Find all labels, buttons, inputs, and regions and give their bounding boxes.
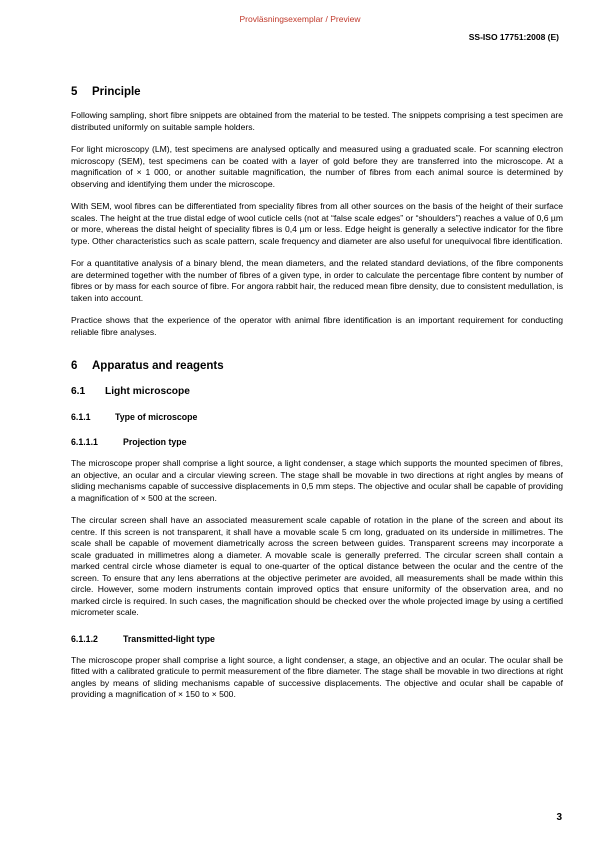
section-title: Light microscope xyxy=(105,386,190,397)
page-number: 3 xyxy=(556,812,562,823)
section-title: Type of microscope xyxy=(115,412,198,422)
paragraph: With SEM, wool fibres can be differentiated from speciality fibres from all other sources on the basis of the height of their surface scales. The height at the true distal edge of wool cuticle cells (not at “false scale edges” or “shoulders”) reaches a value of 0,6 µm or more, whereas the distal height of speciality fibres is 0,4 µm or less. Edge height is generally a selective indicator for the fibre type. Other characteristics such as scale pattern, scale frequency and diameter are also useful for unequivocal fibre identification. xyxy=(71,201,563,246)
section-heading-6-1-1-2 xyxy=(71,634,563,644)
section-heading-6-1 xyxy=(71,386,563,397)
paragraph: Practice shows that the experience of the operator with animal fibre identification is an important requirement for conducting reliable fibre analyses. xyxy=(71,315,563,337)
section-heading-6-1-1 xyxy=(71,412,563,422)
section-heading-6 xyxy=(71,360,563,372)
section-title: Projection type xyxy=(123,437,187,447)
section-number: 5 xyxy=(71,86,78,98)
paragraph: For a quantitative analysis of a binary blend, the mean diameters, and the related standard deviations, of the fibre components are determined together with the number of fibres of a given type, in order to calculate the percentage fibre content by number of fibres or by mass for each source of fibre. For angora rabbit hair, the reduced mean fibre density, due to consistent medullation, is taken into account. xyxy=(71,258,563,303)
page-content xyxy=(71,82,563,701)
section-number: 6.1.1.1 xyxy=(71,437,98,447)
section-number: 6.1.1.2 xyxy=(71,633,98,644)
section-number: 6.1 xyxy=(71,386,86,397)
paragraph: The microscope proper shall comprise a light source, a light condenser, a stage which supports the mounted specimen of fibres, an objective, an ocular and a circular viewing screen. The stage shall be movable in two directions at right angles by means of sliding mechanisms capable of successive displacements in 0,5 mm steps. The objective and ocular shall be capable of providing a magnification of × 500 at the screen. xyxy=(71,458,563,503)
document-id: SS-ISO 17751:2008 (E) xyxy=(468,32,559,42)
section-title: Principle xyxy=(92,86,141,98)
preview-watermark: Provläsningsexemplar / Preview xyxy=(239,14,361,24)
section-title: Transmitted-light type xyxy=(123,633,215,644)
section-heading-5 xyxy=(71,86,563,98)
paragraph: Following sampling, short fibre snippets are obtained from the material to be tested. The snippets comprising a test specimen are distributed uniformly on suitable sample holders. xyxy=(71,110,563,132)
section-number: 6 xyxy=(71,360,78,372)
section-number: 6.1.1 xyxy=(71,412,91,422)
section-heading-6-1-1-1 xyxy=(71,437,563,447)
paragraph: For light microscopy (LM), test specimens are analysed optically and measured using a graduated scale. For scanning electron microscopy (SEM), test specimens can be coated with a layer of gold before they are transferred into the microscope. At a magnification of × 1 000, or another suitable magnification, the number of fibres from each animal source is determined by observing and identifying them under the microscope. xyxy=(71,144,563,189)
paragraph: The circular screen shall have an associated measurement scale capable of rotation in the plane of the screen and about its centre. If this screen is not transparent, it shall have a movable scale 5 cm long, graduated on its underside in millimetres. The scale shall be capable of movement diametrically across the screen between guides. Transparent screens may incorporate a scale graduated in millimetres along a diameter. A movable scale is generally preferred. The circular screen shall contain a marked central circle whose diameter is equal to one-quarter of the optical distance between the ocular and the centre of the screen. To ensure that any lens aberrations at the objective perimeter are avoided, all measurements shall be made within this circle. However, some modern instruments contain improved optics that ensure uniformity of the observation area, and no marked circle is required. In such cases, the magnification should be checked over the whole projected image by using a certified micrometer scale. xyxy=(71,515,563,617)
paragraph: The microscope proper shall comprise a light source, a light condenser, a stage, an objective and an ocular. The ocular shall be fitted with a calibrated graticule to permit measurement of the fibre diameter. The stage shall be movable in two directions at right angles by means of sliding mechanisms capable of successive displacements. The objective and ocular shall be capable of providing a magnification of × 150 to × 500. xyxy=(71,654,563,699)
section-title: Apparatus and reagents xyxy=(92,360,224,372)
